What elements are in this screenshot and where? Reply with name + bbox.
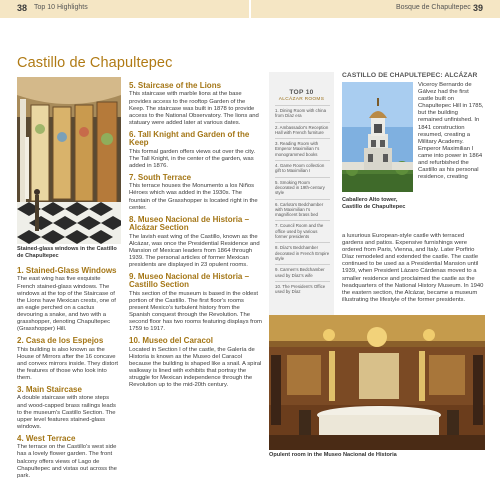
top10-heading: TOP 10 (289, 89, 314, 96)
top10-item: 10. The President's Office used by Díaz (275, 281, 330, 298)
section-8-heading: 8. Museo Nacional de Historia – Alcázar Section (129, 214, 250, 233)
page-title: Castillo de Chapultepec (17, 55, 173, 71)
section-5-heading: 5. Staircase of the Lions (129, 81, 222, 90)
section-2-heading: 2. Casa de los Espejos (17, 336, 104, 346)
section-6-heading: 6. Tall Knight and Garden of the Keep (129, 129, 250, 148)
tower-photo (342, 82, 413, 192)
section-9-heading: 9. Museo Nacional de Historia – Castillo Section (129, 272, 250, 290)
alcazar-side-text: Viceroy Bernardo de Gálvez had the first castle built on Chapultepec Hill in 1785, but the building remained unfinished. In 1841 construction resumed, creating a Military Academy. Emperor Maximilian I came into power in 1864 and refurbished the Castillo as his personal residence, creating (418, 82, 484, 181)
tower-illustration (342, 82, 413, 192)
top10-item: 7. Council Room and the office used by various former presidents (275, 220, 330, 242)
top10-item: 4. Game Room collection gift to Maximilian I (275, 160, 330, 177)
section-2-body: This building is also known as the House of Mirrors after the 16 concave and convex mirrors inside. They distort the features of those who look into them. (17, 346, 119, 381)
top10-item: 6. Carlota's Bedchamber with Maximilian I's magnificent brass bed (275, 199, 330, 221)
top10-subheading: ALCÁZAR ROOMS (278, 97, 325, 102)
tower-caption: Caballero Alto tower, Castillo de Chapultepec (342, 197, 406, 210)
top10-item: 5. Smoking Room decorated in 19th-century style (275, 177, 330, 199)
opulent-room-illustration (269, 315, 485, 450)
top10-item: 1. Dining Room with china from Díaz era (275, 105, 330, 122)
section-7-body: This terrace houses the Monumento a los Niños Héroes which was added in the 1930s. The fountain of the Grasshopper is located right in the center. (129, 183, 258, 211)
stained-glass-photo (17, 77, 121, 244)
section-7-heading: 7. South Terrace (129, 172, 192, 182)
stained-glass-caption: Stained-glass windows in the Castillo de Chapultepec (17, 246, 117, 259)
section-3-heading: 3. Main Staircase (17, 385, 82, 395)
alcazar-heading: CASTILLO DE CHAPULTEPEC: ALCÁZAR (342, 72, 478, 79)
top10-item: 2. Ambassador's Reception Hall with French furniture (275, 122, 330, 139)
right-page-number: 39 (473, 3, 484, 13)
text-column-1 (17, 267, 120, 484)
section-3-body: A double staircase with stone steps and wood-capped brass railings leads to the museum's Castillo Section. The upper level features stained-glass windows. (17, 395, 116, 430)
section-1-heading: 1. Stained-Glass Windows (17, 266, 117, 275)
section-4-heading: 4. West Terrace (17, 433, 76, 443)
opulent-room-caption: Opulent room in the Museo Nacional de Historia (269, 452, 397, 458)
section-8-body: The lavish east wing of the Castillo, known as the Alcázar, was once the Presidential Residence and Mansion of Mexican leaders from 1864 through 1939. The personal articles of former Mexican presidents are displayed in 23 opulent rooms. (129, 233, 260, 268)
section-10-heading: 10. Museo del Caracol (129, 336, 214, 346)
text-column-2 (129, 82, 262, 393)
section-6-body: This formal garden offers views out over the city. The Tall Knight, in the center of the garden, was added in 1876. (129, 148, 256, 169)
header-band (0, 0, 500, 18)
left-page-number: 38 (17, 3, 28, 13)
opulent-room-photo (269, 315, 485, 450)
top10-item: 9. Carmen's Bedchamber used by Díaz's wife (275, 264, 330, 281)
section-1-body: The east wing has five exquisite French stained-glass windows. The windows at the top of the Staircase of the Lions have Mexican crests, one of an eagle perched on a cactus devouring a snake, and two with a grasshopper, denoting Chapultepec (Grasshopper) Hill. (17, 276, 116, 333)
section-5-body: This staircase with marble lions at the base provides access to the rooftop Garden of the Keep. The staircase was built in 1878 to provide access to the National Observatory. The lions and statuary were added later at various dates. (129, 91, 259, 126)
section-9-body: This section of the museum is based in the oldest portion of the Castillo. The first floor's rooms present Mexico's turbulent history from the Spanish conquest through the Revolution. The second floor has two rooms featuring displays from 1759 to 1917. (129, 290, 262, 333)
top10-item: 3. Reading Room with Emperor Maximilian I's monogrammed books (275, 138, 330, 160)
top10-item: 8. Díaz's Bedchamber decorated in French Empire style (275, 242, 330, 264)
section-10-body: Located in Section I of the castle, the Galería de Historia is known as the Museo del Caracol because the building is shaped like a snail. A spiral walkway is lined with exhibits that portray the struggle for Mexican independence through the Revolution up to the mid-20th century. (129, 346, 262, 389)
top10-sidebar (269, 72, 334, 342)
stained-glass-illustration (17, 77, 121, 244)
right-running-head: Bosque de Chapultepec (396, 4, 471, 11)
left-running-head: Top 10 Highlights (34, 4, 88, 11)
alcazar-full-text: a luxurious European-style castle with terraced gardens and patios. Expensive furnishings were ordered from Paris, Vienna, and Italy. Later Porfirio Díaz remodeled and extended the castle. The castle continued to be used as a Presidential Mansion until 1939, when President Lázaro Cárdenas moved to a smaller residence and proclaimed the castle as the headquarters of the National History Museum. In 1940 the eastern section, the Alcázar, became a museum illustrating the lifestyle of the former presidents. (342, 233, 484, 303)
section-4-body: The terrace on the Castillo's west side has a lovely flower garden. The front balcony offers views of Lago de Chapultepec and vistas out across the park. (17, 444, 117, 479)
